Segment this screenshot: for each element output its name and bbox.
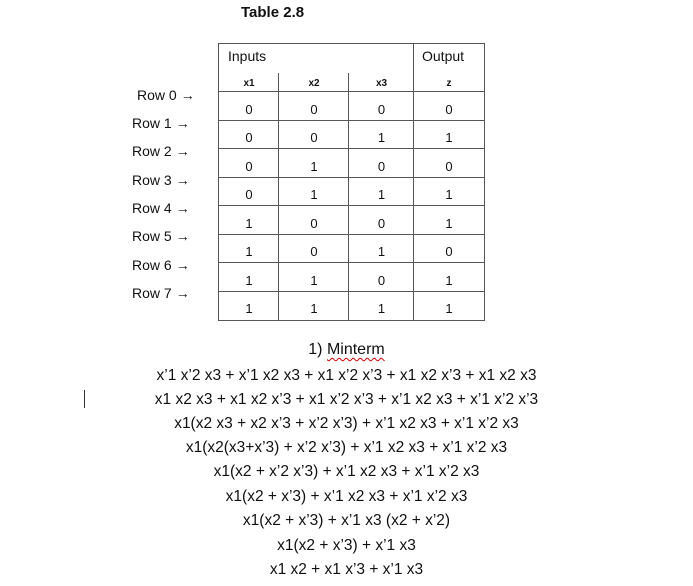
row-label — [132, 115, 190, 131]
row-label — [137, 87, 195, 103]
arrow-right-icon: → — [175, 115, 190, 131]
equation-line: x1(x2 + x’2 x’3) + x’1 x2 x3 + x’1 x’2 x3 — [213, 463, 480, 480]
table-cell: 1 — [310, 273, 318, 288]
grid-line — [219, 291, 484, 292]
row-label-text: Row 2 — [132, 143, 172, 159]
equation-line: x’1 x’2 x3 + x’1 x2 x3 + x1 x’2 x’3 + x1 x2 x’3 + x1 x2 x3 — [156, 367, 537, 384]
table-cell: 0 — [377, 159, 386, 174]
equation-line: x1(x2 + x’3) + x’1 x2 x3 + x’1 x’2 x3 — [225, 488, 468, 505]
column-header-x1: x1 — [243, 78, 255, 89]
table-title: Table 2.8 — [241, 4, 305, 21]
table-cell: 0 — [245, 102, 253, 117]
grid-line — [219, 234, 484, 235]
table-cell: 1 — [310, 187, 318, 202]
grid-line — [219, 120, 484, 121]
row-label — [132, 172, 190, 188]
table-cell: 0 — [310, 130, 318, 145]
row-label — [132, 200, 190, 216]
column-header-x3: x3 — [375, 78, 388, 89]
row-label — [132, 257, 190, 273]
table-cell: 1 — [245, 301, 253, 316]
equation-line: x1(x2 x3 + x2 x’3 + x’2 x’3) + x’1 x2 x3 + x’1 x’2 x3 — [174, 415, 519, 432]
table-cell: 1 — [310, 159, 318, 174]
column-header-x2: x2 — [308, 78, 320, 89]
arrow-right-icon: → — [175, 200, 190, 216]
table-cell: 1 — [445, 130, 453, 145]
table-cell: 0 — [310, 244, 318, 259]
row-label — [132, 143, 190, 159]
grid-line — [219, 262, 484, 263]
table-cell: 0 — [310, 102, 318, 117]
table-cell: 1 — [377, 301, 386, 316]
row-label-text: Row 1 — [132, 115, 172, 131]
section-number: 1) — [308, 341, 327, 358]
table-cell: 0 — [310, 216, 318, 231]
table-cell: 0 — [377, 273, 386, 288]
grid-line — [219, 205, 484, 206]
table-cell: 0 — [377, 216, 386, 231]
table-cell: 1 — [445, 187, 453, 202]
truth-table — [218, 43, 485, 321]
section-heading-word: Minterm — [326, 341, 385, 358]
table-cell: 0 — [445, 102, 453, 117]
equation-line: x1(x2 + x’3) + x’1 x3 — [277, 537, 416, 554]
row-label — [132, 228, 190, 244]
arrow-right-icon: → — [175, 257, 190, 273]
table-cell: 0 — [377, 102, 386, 117]
table-cell: 1 — [445, 216, 453, 231]
inputs-group-header: Inputs — [228, 48, 267, 64]
table-cell: 1 — [310, 301, 318, 316]
table-cell: 0 — [445, 244, 453, 259]
equation-line: x1(x2(x3+x’3) + x’2 x’3) + x’1 x2 x3 + x’1 x’2 x3 — [185, 439, 508, 456]
table-cell: 1 — [245, 244, 253, 259]
row-label-text: Row 0 — [137, 87, 177, 103]
table-cell: 1 — [245, 273, 253, 288]
arrow-right-icon: → — [175, 172, 190, 188]
table-cell: 1 — [377, 244, 386, 259]
row-label-text: Row 5 — [132, 228, 172, 244]
output-group-header: Output — [422, 48, 465, 64]
column-header-z: z — [446, 78, 452, 89]
table-cell: 0 — [245, 187, 253, 202]
table-cell: 1 — [445, 301, 453, 316]
table-cell: 1 — [377, 187, 386, 202]
grid-line — [219, 177, 484, 178]
arrow-right-icon: → — [175, 285, 190, 301]
row-label-text: Row 6 — [132, 257, 172, 273]
grid-line — [219, 91, 484, 92]
table-cell: 0 — [445, 159, 453, 174]
arrow-right-icon: → — [175, 143, 190, 159]
table-cell: 1 — [377, 130, 386, 145]
row-label-text: Row 3 — [132, 172, 172, 188]
equation-line: x1 x2 + x1 x’3 + x’1 x3 — [269, 561, 424, 578]
arrow-right-icon: → — [175, 228, 190, 244]
arrow-right-icon: → — [180, 87, 195, 103]
row-label-text: Row 4 — [132, 200, 172, 216]
grid-line — [219, 148, 484, 149]
table-cell: 1 — [245, 216, 253, 231]
row-label-text: Row 7 — [132, 285, 172, 301]
equation-line: x1 x2 x3 + x1 x2 x’3 + x1 x’2 x’3 + x’1 x2 x3 + x’1 x’2 x’3 — [154, 391, 539, 408]
table-cell: 0 — [245, 130, 253, 145]
table-cell: 0 — [245, 159, 253, 174]
table-cell: 1 — [445, 273, 453, 288]
section-heading — [0, 341, 693, 359]
row-label — [132, 285, 190, 301]
equation-line: x1(x2 + x’3) + x’1 x3 (x2 + x’2) — [242, 512, 451, 529]
